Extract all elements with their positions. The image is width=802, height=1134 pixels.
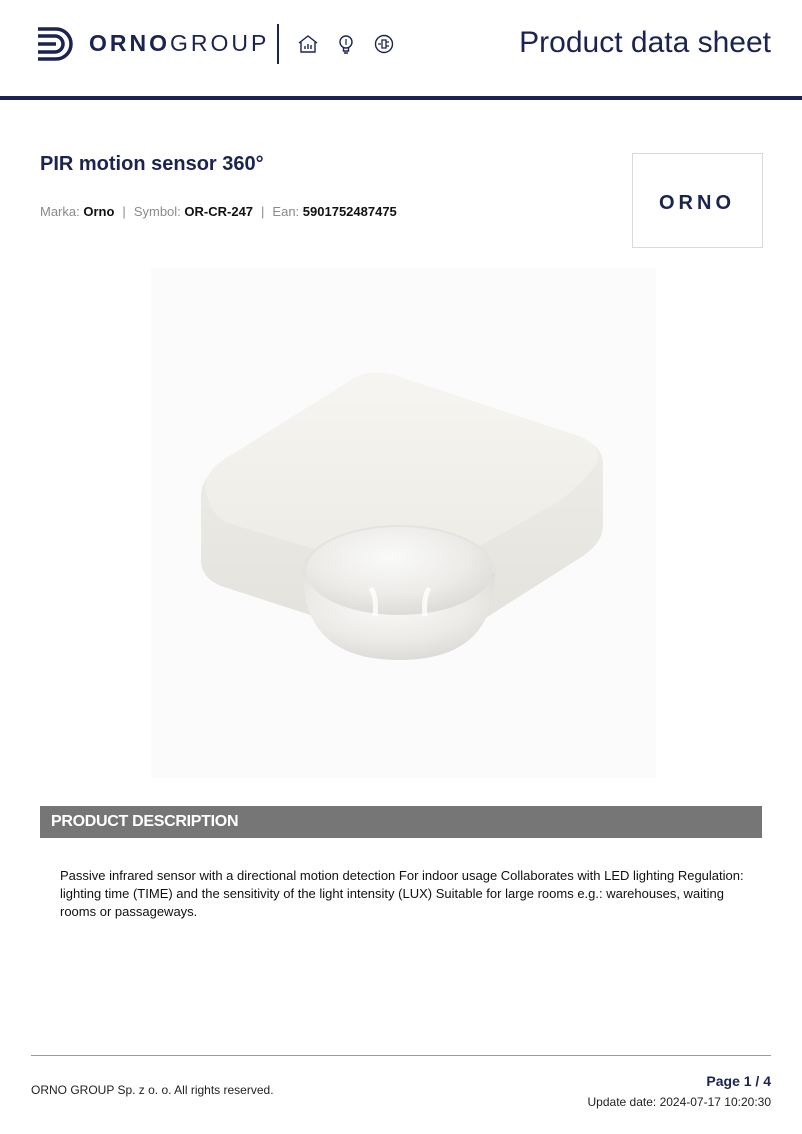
marka-value: Orno <box>83 204 115 219</box>
ean-label: Ean: <box>272 204 300 219</box>
orno-brand-logo <box>633 154 762 247</box>
section-heading: PRODUCT DESCRIPTION <box>51 813 239 830</box>
symbol-label: Symbol: <box>133 204 181 219</box>
brand-name-bold: ORNO <box>89 30 170 56</box>
page-header <box>0 0 802 97</box>
product-photo <box>151 268 656 778</box>
page-number: Page 1 / 4 <box>706 1073 771 1089</box>
brand-name-light: GROUP <box>170 30 270 56</box>
product-description: Passive infrared sensor with a directional motion detection For indoor usage Collaborates with LED lighting Regulation: lighting time (TIME) and the sensitivity of the light intensity (LUX) Suitable for large rooms e.g.: warehouses, waiting rooms or passageways. <box>60 868 744 919</box>
brand-logo-box <box>632 153 763 248</box>
orno-logo-icon <box>34 23 76 65</box>
lightbulb-icon <box>335 33 357 55</box>
header-divider <box>277 24 279 64</box>
product-title: PIR motion sensor 360° <box>40 153 264 175</box>
motion-sensor-image <box>151 268 656 778</box>
ean-value: 5901752487475 <box>302 204 397 219</box>
description-section-header <box>40 806 762 838</box>
copyright-text: ORNO GROUP Sp. z o. o. All rights reserved. <box>31 1083 274 1097</box>
meta-separator: | <box>261 204 265 219</box>
document-title: Product data sheet <box>519 26 771 59</box>
symbol-value: OR-CR-247 <box>184 204 254 219</box>
product-meta <box>40 204 397 219</box>
brand-logo-text: ORNO <box>659 192 735 214</box>
footer-rule <box>31 1055 771 1056</box>
power-plug-icon <box>373 33 395 55</box>
update-date: Update date: 2024-07-17 10:20:30 <box>587 1095 771 1109</box>
meta-separator: | <box>122 204 126 219</box>
brand-name <box>89 30 269 57</box>
header-rule <box>0 96 802 100</box>
smart-home-icon <box>297 33 319 55</box>
marka-label: Marka: <box>40 204 80 219</box>
